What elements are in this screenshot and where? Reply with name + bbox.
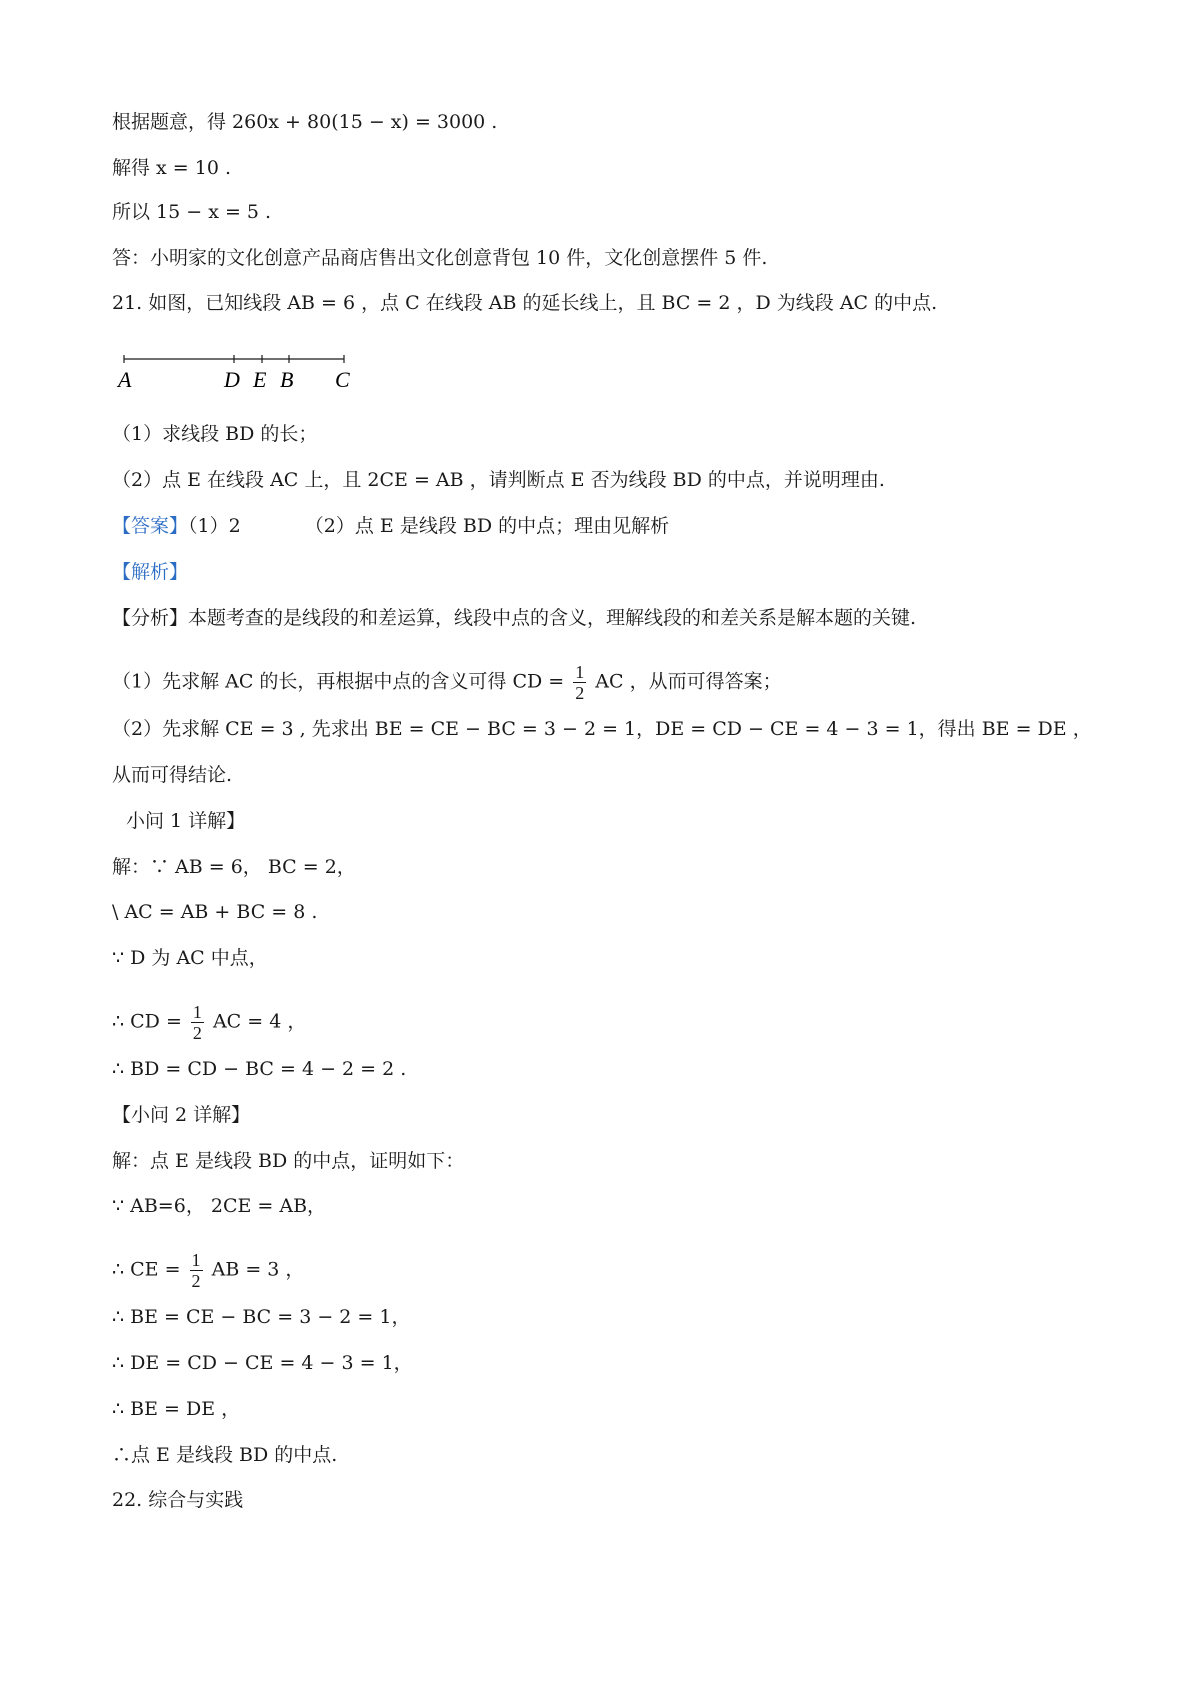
sub-question-1: （1）求线段 BD 的长； [112, 423, 318, 445]
fraction-denominator: 2 [192, 1023, 202, 1043]
sub2-step-3-text-b: AB = 3 ， [211, 1258, 305, 1281]
sub1-title: 小问 1 详解】 [126, 810, 246, 832]
answer-line: 答：小明家的文化创意产品商店售出文化创意背包 10 件，文化创意摆件 5 件. [112, 247, 768, 269]
sub2-step-1: 解：点 E 是线段 BD 的中点，证明如下： [112, 1150, 465, 1172]
sub2-step-4: ∴ BE = CE − BC = 3 − 2 = 1， [112, 1306, 411, 1328]
sub1-step-4-text-b: AC = 4 ， [212, 1010, 307, 1033]
sub1-step-3: ∵ D 为 AC 中点， [112, 947, 268, 969]
line-segment-diagram [112, 355, 372, 405]
answer-part-2: （2）点 E 是线段 BD 的中点；理由见解析 [304, 515, 670, 537]
label-e: E [253, 367, 267, 392]
label-a: A [118, 367, 132, 392]
fenxi-line: 【分析】本题考查的是线段的和差运算，线段中点的含义，理解线段的和差关系是解本题的关键. [112, 607, 917, 629]
fraction-denominator: 2 [191, 1271, 201, 1291]
solve-line: 解得 x = 10 . [112, 157, 232, 179]
sub2-step-6: ∴ BE = DE ， [112, 1398, 241, 1420]
sub2-step-2: ∵ AB=6， 2CE = AB， [112, 1195, 327, 1217]
result-line: 所以 15 − x = 5 . [112, 201, 272, 223]
equation-line: 根据题意，得 260x + 80(15 − x) = 3000 . [112, 111, 498, 133]
answer-tag: 【答案】 [112, 515, 189, 537]
fraction-half [573, 662, 586, 703]
fraction-numerator: 1 [192, 1002, 202, 1022]
sub1-step-1: 解：∵ AB = 6， BC = 2， [112, 856, 356, 878]
sub1-step-2: \ AC = AB + BC = 8 . [112, 901, 318, 923]
sub1-step-5: ∴ BD = CD − BC = 4 − 2 = 2 . [112, 1058, 407, 1080]
sub1-step-4 [112, 1002, 1112, 1043]
fenxi-conclusion: 从而可得结论. [112, 764, 233, 786]
fraction-half [190, 1250, 203, 1291]
label-c: C [335, 367, 350, 392]
label-b: B [280, 367, 294, 392]
sub2-step-5: ∴ DE = CD − CE = 4 − 3 = 1， [112, 1352, 413, 1374]
fraction-numerator: 1 [575, 662, 585, 682]
fenxi-step-1 [112, 662, 1112, 703]
fenxi-step-2: （2）先求解 CE = 3 , 先求出 BE = CE − BC = 3 − 2 = 1，DE = CD − CE = 4 − 3 = 1，得出 BE = DE ， [112, 718, 1092, 740]
answer-row [112, 514, 1112, 538]
fraction-numerator: 1 [191, 1250, 201, 1270]
fenxi-step-1-text-b: AC ，从而可得答案； [595, 670, 782, 693]
sub2-step-3-text-a: ∴ CE = [112, 1258, 181, 1281]
fenxi-step-1-text-a: （1）先求解 AC 的长，再根据中点的含义可得 CD = [112, 670, 565, 693]
sub2-step-7: ∴点 E 是线段 BD 的中点. [112, 1444, 338, 1466]
question-21: 21. 如图，已知线段 AB = 6 ，点 C 在线段 AB 的延长线上，且 BC = 2 ，D 为线段 AC 的中点. [112, 292, 938, 314]
label-d: D [224, 367, 240, 392]
sub-question-2: （2）点 E 在线段 AC 上，且 2CE = AB ，请判断点 E 否为线段 BD 的中点，并说明理由. [112, 469, 885, 491]
fraction-denominator: 2 [575, 683, 585, 703]
sub1-step-4-text-a: ∴ CD = [112, 1010, 182, 1033]
sub2-step-3 [112, 1250, 1112, 1291]
sub2-title: 【小问 2 详解】 [112, 1104, 251, 1126]
answer-part-1: （1）2 [188, 515, 241, 537]
analysis-tag: 【解析】 [112, 561, 189, 583]
fraction-half [191, 1002, 204, 1043]
question-22: 22. 综合与实践 [112, 1489, 244, 1511]
